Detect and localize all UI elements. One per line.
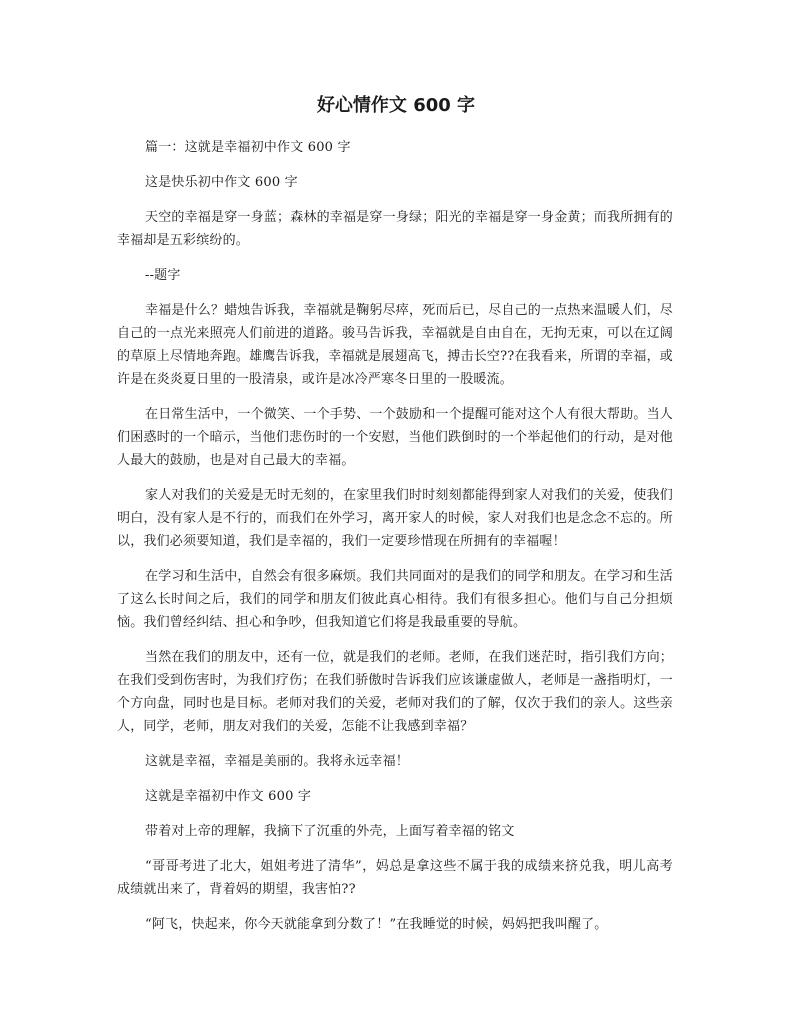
paragraph-12: 带着对上帝的理解，我摘下了沉重的外壳，上面写着幸福的铭文 [145, 824, 515, 839]
paragraph-4: --题字 [145, 268, 181, 283]
paragraph-14: “阿飞，快起来，你今天就能拿到分数了！”在我睡觉的时候，妈妈把我叫醒了。 [145, 917, 608, 932]
paragraph-13: “哥哥考进了北大，姐姐考进了清华”，妈总是拿这些不属于我的成绩来挤兑我，明儿高考成绩就出来了，背着妈的期望，我害怕?? [117, 859, 673, 897]
paragraph-7: 家人对我们的关爱是无时无刻的，在家里我们时时刻刻都能得到家人对我们的关爱，使我们明白，没有家人是不行的，而我们在外学习，离开家人的时候，家人对我们也是念念不忘的。所以，我们必须要知道，我们是幸福的，我们一定要珍惜现在所拥有的幸福喔！ [117, 488, 674, 549]
paragraph-1: 篇一：这就是幸福初中作文 600 字 [145, 140, 351, 155]
paragraph-8: 在学习和生活中，自然会有很多麻烦。我们共同面对的是我们的同学和朋友。在学习和生活了这么长时间之后，我们的同学和朋友们彼此真心相待。我们有很多担心。他们与自己分担烦恼。我们曾经纠结、担心和争吵，但我知道它们将是我最重要的导航。 [117, 569, 674, 630]
paragraph-10: 这就是幸福，幸福是美丽的。我将永远幸福！ [145, 754, 410, 769]
paragraph-9: 当然在我们的朋友中，还有一位，就是我们的老师。老师，在我们迷茫时，指引我们方向；在我们受到伤害时，为我们疗伤；在我们骄傲时告诉我们应该谦虚做人，老师是一盏指明灯，一个方向盘，同时也是目标。老师对我们的关爱，老师对我们的了解，仅次于我们的亲人。这些亲人，同学，老师，朋友对我们的关爱，怎能不让我感到幸福？ [117, 650, 674, 734]
paragraph-6: 在日常生活中，一个微笑、一个手势、一个鼓励和一个提醒可能对这个人有很大帮助。当人们困惑时的一个暗示，当他们悲伤时的一个安慰，当他们跌倒时的一个举起他们的行动，是对他人最大的鼓励，也是对自己最大的幸福。 [117, 407, 674, 468]
page-title: 好心情作文 600 字 [316, 95, 476, 116]
document-body [117, 136, 673, 948]
paragraph-2: 这是快乐初中作文 600 字 [145, 175, 298, 190]
paragraph-11: 这就是幸福初中作文 600 字 [145, 789, 312, 804]
paragraph-3: 天空的幸福是穿一身蓝；森林的幸福是穿一身绿；阳光的幸福是穿一身金黄；而我所拥有的幸福却是五彩缤纷的。 [117, 210, 674, 248]
paragraph-5: 幸福是什么？蜡烛告诉我，幸福就是鞠躬尽瘁，死而后已，尽自己的一点热来温暖人们，尽自己的一点光来照亮人们前进的道路。骏马告诉我，幸福就是自由自在，无拘无束，可以在辽阔的草原上尽情地奔跑。雄鹰告诉我，幸福就是展翅高飞，搏击长空??在我看来，所谓的幸福，或许是在炎炎夏日里的一股清泉，或许是冰冷严寒冬日里的一股暖流。 [117, 303, 674, 387]
